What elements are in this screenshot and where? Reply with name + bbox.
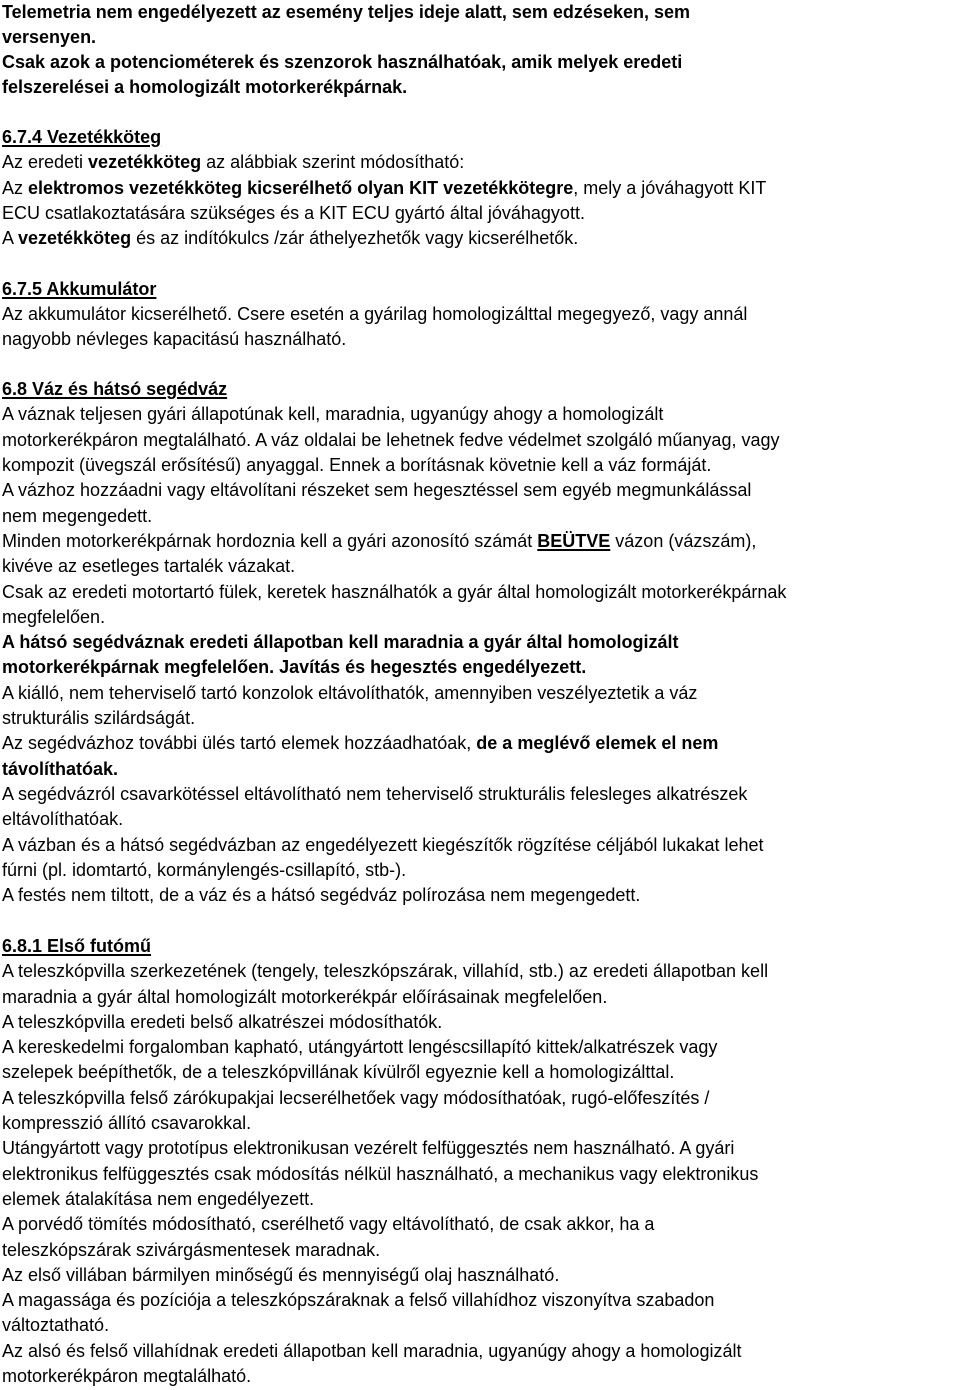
intro-line: Telemetria nem engedélyezett az esemény teljes ideje alatt, sem edzéseken, sem — [2, 2, 690, 22]
bold-term: de a meglévő elemek el nem — [476, 733, 719, 753]
paragraph-line: A teleszkópvilla felső zárókupakjai lecserélhetőek vagy módosíthatóak, rugó-előfeszítés / — [2, 1088, 710, 1108]
text-run: A — [2, 228, 19, 248]
paragraph-line: kivéve az esetleges tartalék vázakat. — [2, 556, 296, 576]
section-heading-6-8: 6.8 Váz és hátsó segédváz — [2, 379, 228, 399]
paragraph-line: nem megengedett. — [2, 506, 153, 526]
paragraph-line: motorkerékpáron megtalálható. — [2, 1366, 252, 1386]
text-run: vázon (vázszám), — [610, 531, 757, 551]
bold-term: vezetékköteg — [18, 228, 132, 248]
paragraph-line: A magassága és pozíciója a teleszkópszáraknak a felső villahídhoz viszonyítva szabadon — [2, 1290, 715, 1310]
paragraph-line — [2, 228, 578, 249]
paragraph-line: ECU csatlakoztatására szükséges és a KIT ECU gyártó által jóváhagyott. — [2, 203, 585, 223]
paragraph-line: elemek átalakítása nem engedélyezett. — [2, 1189, 315, 1209]
bold-paragraph-line: motorkerékpárnak megfelelően. Javítás és hegesztés engedélyezett. — [2, 657, 587, 677]
paragraph-line — [2, 152, 464, 173]
paragraph-line — [2, 531, 756, 552]
intro-line: Csak azok a potenciométerek és szenzorok használhatóak, amik melyek eredeti — [2, 52, 683, 72]
text-run: Az segédvázhoz további ülés tartó elemek hozzáadhatóak, — [2, 733, 477, 753]
paragraph-line: A kereskedelmi forgalomban kapható, utángyártott lengéscsillapító kittek/alkatrészek vagy — [2, 1037, 718, 1057]
paragraph-line: motorkerékpáron megtalálható. A váz oldalai be lehetnek fedve védelmet szolgáló műanyag, vagy — [2, 430, 780, 450]
paragraph-line: A festés nem tiltott, de a váz és a hátsó segédváz polírozása nem megengedett. — [2, 885, 641, 905]
bold-term: elektromos vezetékköteg kicserélhető olyan KIT vezetékkötegre — [28, 178, 574, 198]
paragraph-line: változtatható. — [2, 1315, 110, 1335]
intro-line: versenyen. — [2, 27, 97, 47]
bold-paragraph-line: A hátsó segédváznak eredeti állapotban kell maradnia a gyár által homologizált — [2, 632, 679, 652]
paragraph-line: kompresszió állító csavarokkal. — [2, 1113, 252, 1133]
paragraph-line — [2, 178, 766, 199]
section-heading-6-8-1: 6.8.1 Első futómű — [2, 936, 152, 956]
section-heading-6-7-5: 6.7.5 Akkumulátor — [2, 279, 157, 299]
intro-line: felszerelései a homologizált motorkerékpárnak. — [2, 77, 408, 97]
paragraph-line: elektronikus felfüggesztés csak módosítás nélkül használható, a mechanikus vagy elektronikus — [2, 1164, 759, 1184]
bold-paragraph-line: távolíthatóak. — [2, 759, 119, 779]
paragraph-line: Az alsó és felső villahídnak eredeti állapotban kell maradnia, ugyanúgy ahogy a homologizált — [2, 1341, 742, 1361]
paragraph-line: Csak az eredeti motortartó fülek, keretek használhatók a gyár által homologizált motorkerékpárnak — [2, 582, 787, 602]
paragraph-line: A kiálló, nem teherviselő tartó konzolok eltávolíthatók, amennyiben veszélyeztetik a váz — [2, 683, 698, 703]
text-run: és az indítókulcs /zár áthelyezhetők vagy kicserélhetők. — [131, 228, 579, 248]
text-run: Minden motorkerékpárnak hordoznia kell a gyári azonosító számát — [2, 531, 538, 551]
paragraph-line: szelepek beépíthetők, de a teleszkópvillának kívülről egyeznie kell a homologizálttal. — [2, 1062, 675, 1082]
paragraph-line: kompozit (üvegszál erősítésű) anyaggal. Ennek a borításnak követnie kell a váz formáját. — [2, 455, 712, 475]
bold-term: vezetékköteg — [88, 152, 202, 172]
paragraph-line: Utángyártott vagy prototípus elektronikusan vezérelt felfüggesztés nem használható. A gyári — [2, 1138, 735, 1158]
paragraph-line: A váznak teljesen gyári állapotúnak kell, maradnia, ugyanúgy ahogy a homologizált — [2, 404, 664, 424]
paragraph-line: strukturális szilárdságát. — [2, 708, 196, 728]
paragraph-line: teleszkópszárak szivárgásmentesek maradnak. — [2, 1240, 381, 1260]
paragraph-line: A vázban és a hátsó segédvázban az engedélyezett kiegészítők rögzítése céljából lukakat lehet — [2, 835, 764, 855]
paragraph-line: Az akkumulátor kicserélhető. Csere esetén a gyárilag homologizálttal megegyező, vagy annál — [2, 304, 748, 324]
paragraph-line: A segédvázról csavarkötéssel eltávolítható nem teherviselő strukturális felesleges alkatrészek — [2, 784, 748, 804]
paragraph-line: A porvédő tömítés módosítható, cserélhető vagy eltávolítható, de csak akkor, ha a — [2, 1214, 655, 1234]
paragraph-line: A teleszkópvilla eredeti belső alkatrészei módosíthatók. — [2, 1012, 443, 1032]
paragraph-line: nagyobb névleges kapacitású használható. — [2, 329, 347, 349]
paragraph-line: megfelelően. — [2, 607, 106, 627]
text-run: az alábbiak szerint módosítható: — [201, 152, 465, 172]
text-run: Az eredeti — [2, 152, 89, 172]
paragraph-line: Az első villában bármilyen minőségű és mennyiségű olaj használható. — [2, 1265, 560, 1285]
section-heading-6-7-4: 6.7.4 Vezetékköteg — [2, 127, 162, 147]
emphasis-term: BEÜTVE — [537, 531, 611, 551]
text-run: Az — [2, 178, 29, 198]
paragraph-line: A vázhoz hozzáadni vagy eltávolítani részeket sem hegesztéssel sem egyéb megmunkálással — [2, 480, 752, 500]
paragraph-line: maradnia a gyár által homologizált motorkerékpár előírásainak megfelelően. — [2, 987, 608, 1007]
text-run: , mely a jóváhagyott KIT — [573, 178, 767, 198]
paragraph-line: A teleszkópvilla szerkezetének (tengely, teleszkópszárak, villahíd, stb.) az eredeti állapotban kell — [2, 961, 769, 981]
paragraph-line: eltávolíthatóak. — [2, 809, 124, 829]
paragraph-line: fúrni (pl. idomtartó, kormánylengés-csillapító, stb-). — [2, 860, 407, 880]
paragraph-line — [2, 733, 718, 754]
